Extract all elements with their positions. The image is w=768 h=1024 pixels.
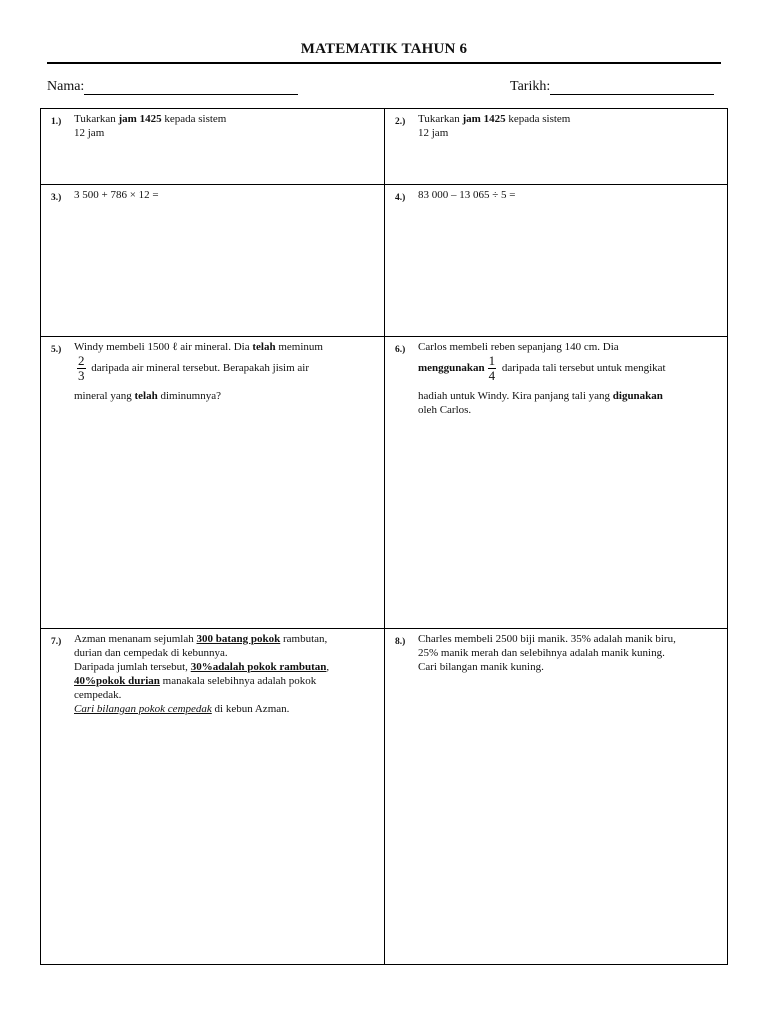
- bold-text: digunakan: [612, 390, 663, 402]
- text: Azman menanam sejumlah: [74, 633, 197, 645]
- date-field[interactable]: [510, 79, 714, 95]
- bold-underline-text: 300 batang pokok: [196, 633, 281, 645]
- question-number: 2.): [395, 117, 406, 127]
- question-cell-1[interactable]: [41, 109, 385, 185]
- question-number: 4.): [395, 193, 406, 203]
- bold-text: telah: [252, 341, 276, 353]
- question-number: 6.): [395, 345, 406, 355]
- text: kepada sistem: [161, 113, 227, 125]
- text: meminum: [275, 341, 323, 353]
- fraction-denominator: 4: [488, 368, 496, 383]
- question-cell-7[interactable]: [41, 629, 385, 964]
- fraction: [77, 354, 86, 383]
- bold-text: jam 1425: [462, 113, 506, 125]
- text: manakala selebihnya adalah pokok: [159, 675, 317, 687]
- question-text: 83 000 – 13 065 ÷ 5 =: [418, 189, 516, 201]
- date-label: Tarikh:: [510, 79, 551, 94]
- text: Windy membeli 1500 ℓ air mineral. Dia: [74, 341, 253, 353]
- page-title: MATEMATIK TAHUN 6: [300, 41, 468, 57]
- question-number: 7.): [51, 637, 62, 647]
- question-text: [74, 112, 374, 140]
- fraction: [488, 354, 497, 383]
- text: Charles membeli 2500 biji manik. 35% adalah manik biru,: [418, 633, 676, 645]
- question-cell-4[interactable]: [385, 185, 728, 337]
- bold-text: jam 1425: [118, 113, 162, 125]
- text: Carlos membeli reben sepanjang 140 cm. Dia: [418, 341, 619, 353]
- question-text: [418, 632, 718, 674]
- text: oleh Carlos.: [418, 404, 472, 416]
- italic-underline-text: Cari bilangan pokok cempedak: [74, 703, 212, 715]
- text: durian dan cempedak di kebunnya.: [74, 647, 228, 659]
- question-number: 1.): [51, 117, 62, 127]
- question-cell-6[interactable]: [385, 337, 728, 629]
- title-rule: [47, 62, 721, 64]
- bold-text: menggunakan: [418, 362, 485, 375]
- text: daripada air mineral tersebut. Berapakah jisim air: [88, 362, 310, 375]
- bold-text: telah: [134, 390, 158, 402]
- text: 12 jam: [418, 127, 449, 139]
- name-label: Nama:: [47, 79, 85, 94]
- text: kepada sistem: [505, 113, 571, 125]
- text: Cari bilangan manik kuning.: [418, 661, 544, 673]
- text: cempedak.: [74, 689, 122, 701]
- text: Daripada jumlah tersebut,: [74, 661, 191, 673]
- text: Tukarkan: [74, 113, 119, 125]
- question-number: 8.): [395, 637, 406, 647]
- question-cell-5[interactable]: [41, 337, 385, 629]
- text: 12 jam: [74, 127, 105, 139]
- question-text: [418, 340, 718, 417]
- question-number: 3.): [51, 193, 62, 203]
- question-cell-8[interactable]: [385, 629, 728, 964]
- question-cell-3[interactable]: [41, 185, 385, 337]
- text: hadiah untuk Windy. Kira panjang tali yang: [418, 390, 613, 402]
- date-line[interactable]: [550, 80, 714, 95]
- question-text: 3 500 + 786 × 12 =: [74, 189, 159, 201]
- bold-underline-text: 30%adalah pokok rambutan: [190, 661, 327, 673]
- fraction-denominator: 3: [78, 368, 85, 383]
- question-text: [418, 112, 718, 140]
- text: rambutan,: [280, 633, 328, 645]
- text: di kebun Azman.: [211, 703, 290, 715]
- question-cell-2[interactable]: [385, 109, 728, 185]
- question-text: [74, 340, 374, 403]
- fraction-numerator: 2: [78, 353, 85, 368]
- text: diminumnya?: [157, 390, 221, 402]
- text: ,: [326, 661, 330, 673]
- question-grid: [40, 108, 728, 965]
- bold-underline-text: 40%pokok durian: [74, 675, 160, 687]
- fraction-numerator: 1: [488, 353, 496, 368]
- text: 25% manik merah dan selebihnya adalah manik kuning.: [418, 647, 665, 659]
- question-number: 5.): [51, 345, 62, 355]
- text: daripada tali tersebut untuk mengikat: [499, 362, 666, 375]
- text: mineral yang: [74, 390, 135, 402]
- question-text: [74, 632, 374, 716]
- name-line[interactable]: [84, 80, 298, 95]
- name-field[interactable]: [47, 79, 298, 95]
- text: Tukarkan: [418, 113, 463, 125]
